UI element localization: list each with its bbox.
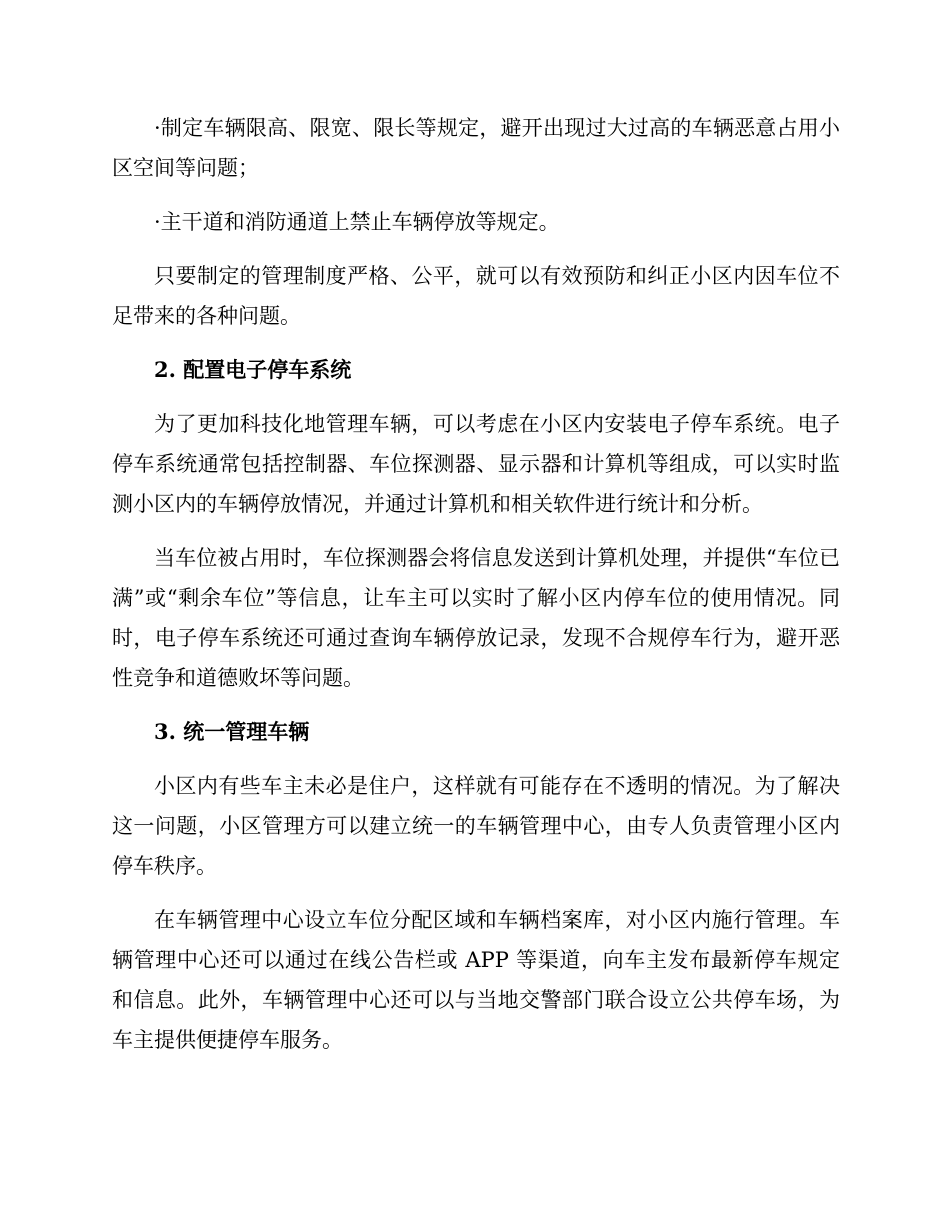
paragraph-unified-management-intro: 小区内有些车主未必是住户，这样就有可能存在不透明的情况。为了解决这一问题，小区管理方可以建立统一的车辆管理中心，由专人负责管理小区内停车秩序。 [112,774,840,878]
section-heading-electronic-parking: 2. 配置电子停车系统 [154,357,352,382]
paragraph-electronic-parking-detail: 当车位被占用时，车位探测器会将信息发送到计算机处理，并提供“车位已满”或“剩余车位”等信息，让车主可以实时了解小区内停车位的使用情况。同时，电子停车系统还可通过查询车辆停放记录，发现不合规停车行为，避开恶性竞争和道德败坏等问题。 [112,546,840,690]
bullet-fire-lane-rules: ·主干道和消防通道上禁止车辆停放等规定。 [154,210,560,234]
bullet-height-width-rules: ·制定车辆限高、限宽、限长等规定，避开出现过大过高的车辆恶意占用小区空间等问题； [112,116,840,180]
section-heading-unified-management: 3. 统一管理车辆 [154,719,310,744]
paragraph-electronic-parking-intro: 为了更加科技化地管理车辆，可以考虑在小区内安装电子停车系统。电子停车系统通常包括控制器、车位探测器、显示器和计算机等组成，可以实时监测小区内的车辆停放情况，并通过计算机和相关软件进行统计和分析。 [112,412,840,516]
paragraph-unified-management-detail: 在车辆管理中心设立车位分配区域和车辆档案库，对小区内施行管理。车辆管理中心还可以通过在线公告栏或 APP 等渠道，向车主发布最新停车规定和信息。此外，车辆管理中心还可以与当地交警部门联合设立公共停车场，为车主提供便捷停车服务。 [112,908,840,1052]
paragraph-management-summary: 只要制定的管理制度严格、公平，就可以有效预防和纠正小区内因车位不足带来的各种问题。 [112,264,840,328]
document-body [112,108,840,1074]
